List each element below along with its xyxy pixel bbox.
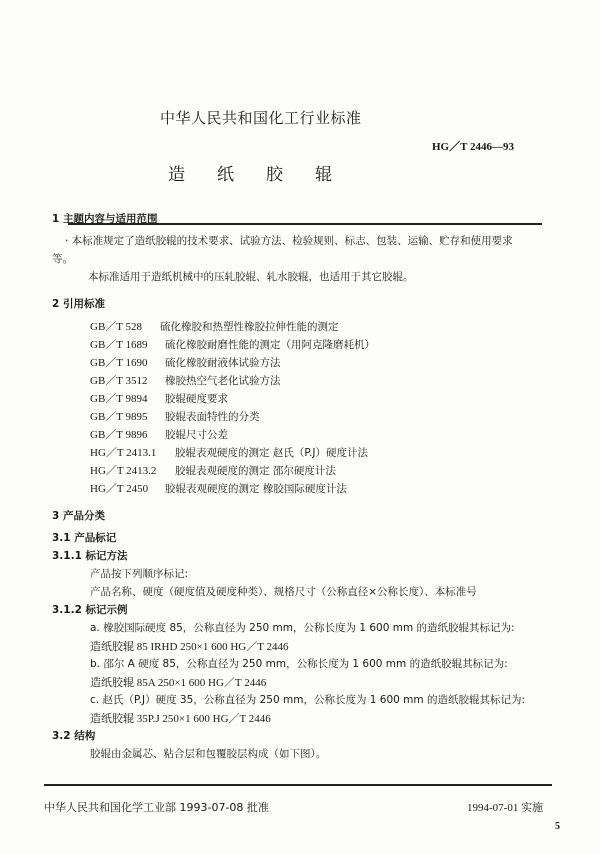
reference-item [90,372,281,388]
section-1-heading: 1 主题内容与适用范围 [52,213,158,225]
example-c-marking: 造纸胶辊 35P.J 250×1 600 HG／T 2446 [90,713,271,725]
reference-code: GB／T 1690 [90,357,148,369]
example-c-description: c. 赵氏（P.J）硬度 35，公称直径为 250 mm，公称长度为 1 600 mm 的造纸胶辊其标记为: [90,694,526,706]
structure-description: 胶辊由金属芯、粘合层和包覆胶层构成（如下图）。 [90,748,327,760]
reference-title: 胶辊硬度要求 [165,393,228,405]
section-3-2-heading: 3.2 结构 [52,730,96,742]
reference-title: 硫化橡胶耐液体试验方法 [165,357,281,369]
reference-code: HG／T 2413.2 [90,465,157,477]
reference-title: 胶辊表观硬度的测定 橡胶国际硬度计法 [165,483,347,495]
reference-title: 硫化橡胶耐磨性能的测定（用阿克隆磨耗机） [165,339,375,351]
reference-item [90,444,368,460]
reference-item [90,480,347,496]
reference-title: 橡胶热空气老化试验方法 [165,375,281,387]
issuing-organization: 中华人民共和国化工行业标准 [160,109,362,127]
section-2-heading: 2 引用标准 [52,298,105,310]
reference-item [90,336,375,352]
example-b-marking: 造纸胶辊 85A 250×1 600 HG／T 2446 [90,677,267,689]
section-3-1-2-heading: 3.1.2 标记示例 [52,604,128,616]
footer-divider [44,784,552,786]
reference-item [90,408,260,424]
reference-code: GB／T 9895 [90,411,148,423]
reference-title: 硫化橡胶和热塑性橡胶拉伸性能的测定 [160,321,339,333]
example-b-description: b. 邵尔 A 硬度 85，公称直径为 250 mm，公称长度为 1 600 mm 的造纸胶辊其标记为: [90,658,508,670]
standard-code: HG／T 2446—93 [432,141,515,153]
reference-title: 胶辊表观硬度的测定 赵氏（P.J）硬度计法 [175,447,368,459]
reference-title: 胶辊表面特性的分类 [165,411,260,423]
implementation-date: 1994-07-01 实施 [467,802,544,814]
reference-code: HG／T 2413.1 [90,447,157,459]
marking-method-line2: 产品名称、硬度（硬度值及硬度种类）、规格尺寸（公称直径×公称长度）、本标准号 [90,586,477,598]
reference-code: GB／T 528 [90,321,143,333]
reference-item [90,318,339,334]
reference-item [90,390,228,406]
section-3-1-heading: 3.1 产品标记 [52,532,117,544]
marking-method-line1: 产品按下列顺序标记: [90,568,189,580]
document-title [168,160,364,185]
title-char: 造 [168,165,185,185]
reference-code: GB／T 3512 [90,375,148,387]
title-char: 胶 [266,165,283,185]
reference-item [90,462,336,478]
reference-code: GB／T 1689 [90,339,148,351]
section-1-para1: · 本标准规定了造纸胶辊的技术要求、试验方法、检验规则、标志、包装、运输、贮存和使用要求 [65,235,513,247]
section-1-para1-cont: 等。 [52,253,73,265]
reference-item [90,426,228,442]
section-3-heading: 3 产品分类 [52,510,105,522]
title-char: 纸 [217,165,234,185]
title-char: 辊 [315,165,332,185]
section-1-para2: 本标准适用于造纸机械中的压轧胶辊、轧水胶辊，也适用于其它胶辊。 [88,271,414,283]
reference-title: 胶辊表观硬度的测定 邵尔硬度计法 [175,465,336,477]
page-number: 5 [555,821,560,832]
example-a-description: a. 橡胶国际硬度 85，公称直径为 250 mm，公称长度为 1 600 mm 的造纸胶辊其标记为: [90,622,515,634]
reference-item [90,354,281,370]
reference-title: 胶辊尺寸公差 [165,429,228,441]
section-3-1-1-heading: 3.1.1 标记方法 [52,550,128,562]
example-a-marking: 造纸胶辊 85 IRHD 250×1 600 HG／T 2446 [90,641,289,653]
approval-statement: 中华人民共和国化学工业部 1993-07-08 批准 [44,801,269,814]
reference-code: GB／T 9896 [90,429,148,441]
reference-code: HG／T 2450 [90,483,149,495]
reference-code: GB／T 9894 [90,393,148,405]
